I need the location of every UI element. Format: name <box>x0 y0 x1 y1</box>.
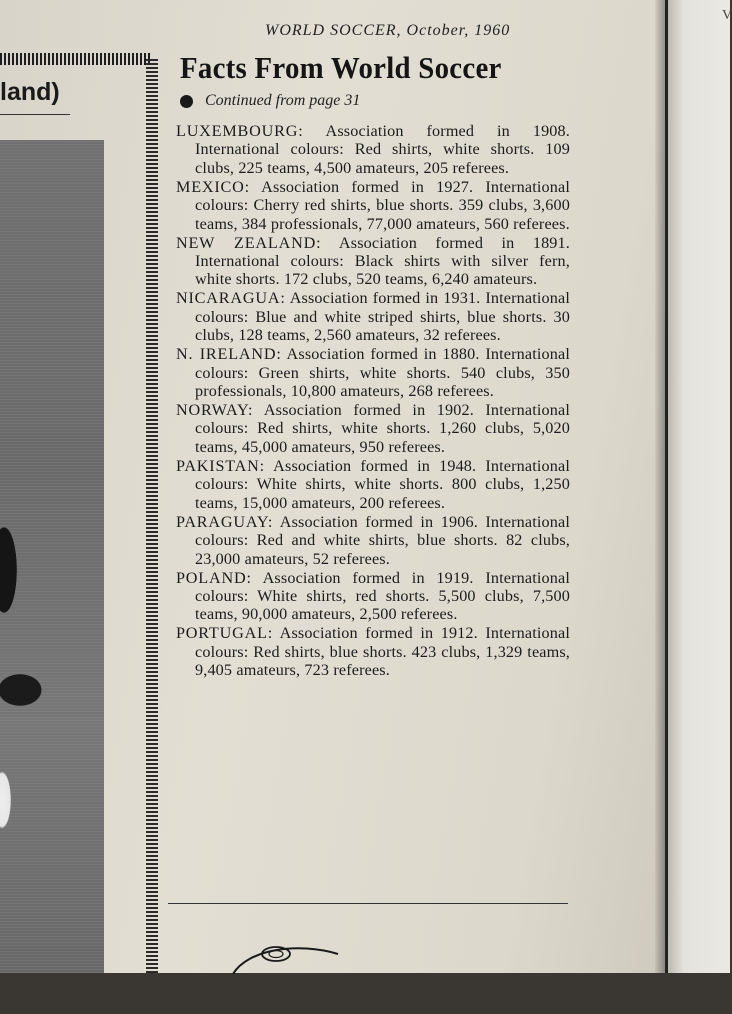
binding-shadow <box>655 0 669 973</box>
entry-norway <box>176 401 570 456</box>
left-ornamental-rule <box>0 53 150 65</box>
facing-page-edge <box>668 0 730 973</box>
entry-country: NICARAGUA: <box>176 289 286 308</box>
entry-country: MEXICO: <box>176 177 250 196</box>
article-photo <box>0 140 104 973</box>
entry-portugal <box>176 624 570 679</box>
entry-country: POLAND: <box>176 568 252 587</box>
continued-text: Continued from page 31 <box>205 92 361 109</box>
left-article-title-fragment: land) <box>0 78 60 106</box>
entry-country: NEW ZEALAND: <box>176 233 322 252</box>
cartoon-drawing <box>228 934 378 1014</box>
entry-nicaragua <box>176 289 570 344</box>
entry-pakistan <box>176 457 570 512</box>
bullet-icon <box>180 95 193 108</box>
running-head: WORLD SOCCER, October, 1960 <box>265 22 511 39</box>
entry-poland <box>176 569 570 624</box>
entry-country: PAKISTAN: <box>176 456 265 475</box>
entry-n-ireland <box>176 345 570 400</box>
entry-text: Association formed in 1908. International colours: Red shirts, white shorts. 109 clubs, 225 teams, 4,500 amateurs, 205 referees. <box>195 122 570 177</box>
entry-text: Association formed in 1919. International colours: White shirts, red shorts. 5,500 clubs, 7,500 teams, 90,000 amateurs, 2,500 referees. <box>195 568 570 624</box>
facing-page-text-fragment: V <box>722 8 732 23</box>
entry-luxembourg <box>176 122 570 177</box>
left-title-underline <box>0 114 70 115</box>
entry-text: Association formed in 1931. International colours: Blue and white striped shirts, blue shorts. 30 clubs, 128 teams, 2,560 amateurs, 32 referees. <box>195 289 570 345</box>
entry-country: LUXEMBOURG: <box>176 122 304 140</box>
entry-text: Association formed in 1906. International colours: Red and white shirts, blue shorts. 82 clubs, 23,000 amateurs, 52 referees. <box>195 512 570 568</box>
column-divider <box>146 58 158 973</box>
entry-text: Association formed in 1948. International colours: White shirts, white shorts. 800 clubs, 1,250 teams, 15,000 amateurs, 200 referees. <box>195 456 570 512</box>
entry-mexico <box>176 178 570 233</box>
entry-text: Association formed in 1912. International colours: Red shirts, blue shorts. 423 clubs, 1,329 teams, 9,405 amateurs, 723 referees. <box>195 624 570 680</box>
continued-note <box>180 92 360 110</box>
entry-paraguay <box>176 513 570 568</box>
entry-country: PARAGUAY: <box>176 512 274 531</box>
entry-text: Association formed in 1891. International colours: Black shirts with silver fern, white shorts. 172 clubs, 520 teams, 6,240 amateurs. <box>195 233 570 289</box>
entry-text: Association formed in 1902. International colours: Red shirts, white shorts. 1,260 clubs, 5,020 teams, 45,000 amateurs, 950 referees. <box>195 401 570 456</box>
article-end-rule <box>168 903 568 904</box>
entry-text: Association formed in 1880. International colours: Green shirts, white shorts. 540 clubs, 350 professionals, 10,800 amateurs, 268 referees. <box>195 345 571 401</box>
entry-country: NORWAY: <box>176 401 254 420</box>
country-facts-list <box>176 122 570 680</box>
entry-country: PORTUGAL: <box>176 624 274 643</box>
article-title: Facts From World Soccer <box>180 50 502 85</box>
entry-country: N. IRELAND: <box>176 345 282 364</box>
entry-new-zealand <box>176 234 570 289</box>
entry-text: Association formed in 1927. International colours: Cherry red shirts, blue shorts. 359 clubs, 3,600 teams, 384 professionals, 77,000 amateurs, 560 referees. <box>195 177 570 233</box>
